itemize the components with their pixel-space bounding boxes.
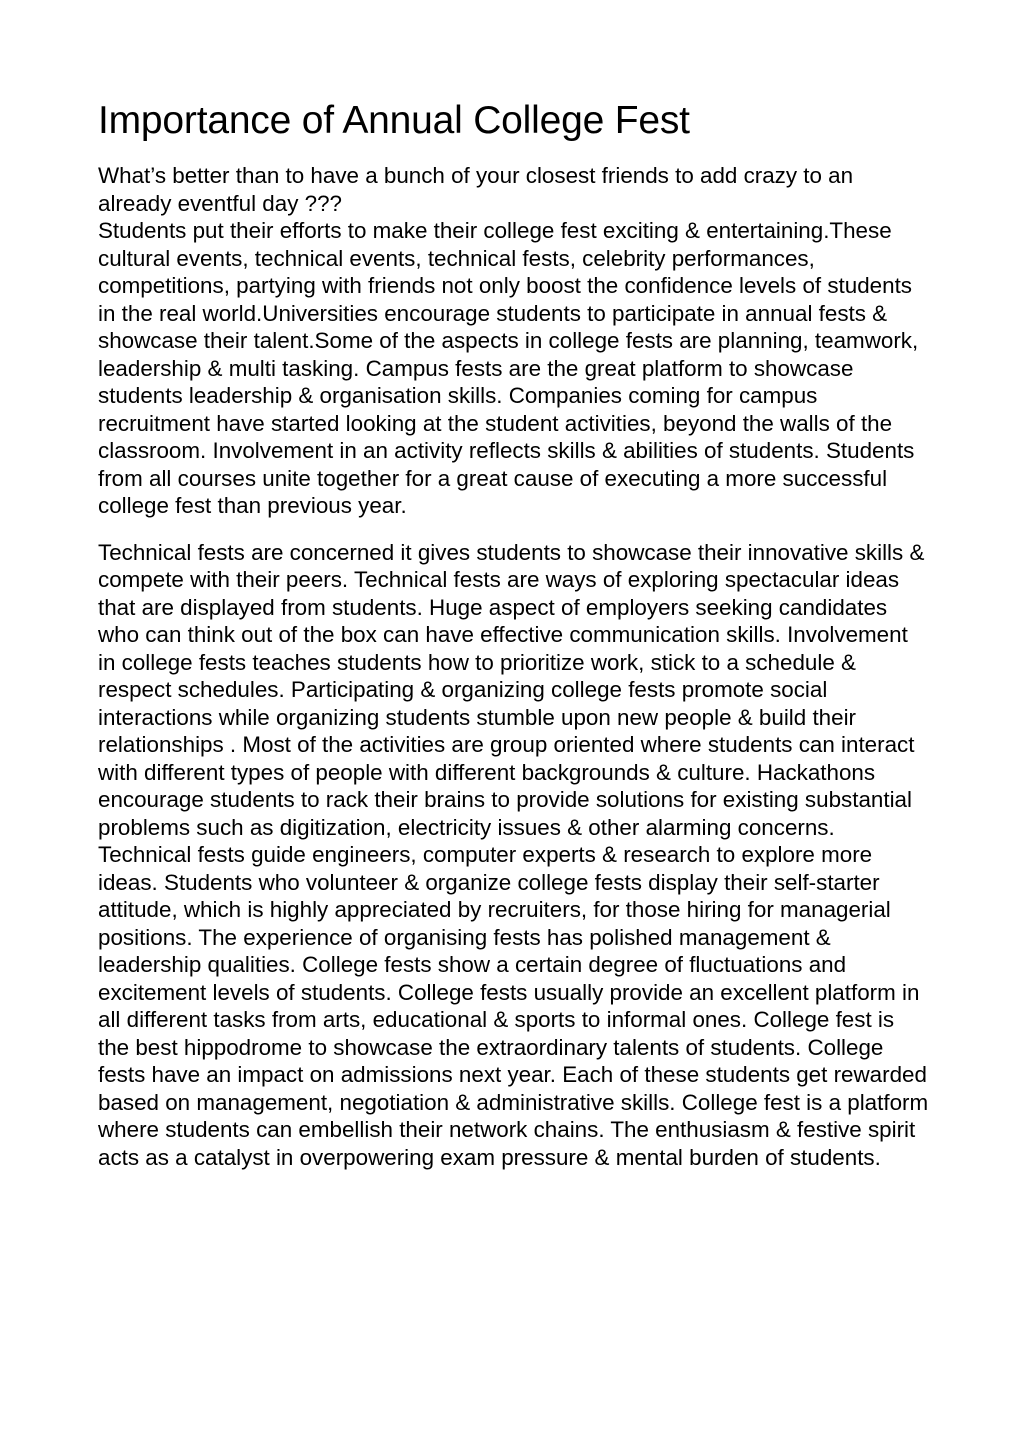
paragraph-intro: What’s better than to have a bunch of your closest friends to add crazy to an already eventful day ??? Students put their efforts to make their college fest exciting & entertaining.These cultural events, technical events, technical fests, celebrity performances, competitions, partying with friends not only boost the confidence levels of students in the real world.Universities encourage students to participate in annual fests & showcase their talent.Some of the aspects in college fests are planning, teamwork, leadership & multi tasking. Campus fests are the great platform to showcase students leadership & organisation skills. Companies coming for campus recruitment have started looking at the student activities, beyond the walls of the classroom. Involvement in an activity reflects skills & abilities of students. Students from all courses unite together for a great cause of executing a more successful college fest than previous year. — [98, 163, 919, 518]
document-page — [98, 96, 930, 1171]
paragraph-technical-fests: Technical fests are concerned it gives students to showcase their innovative skills & compete with their peers. Technical fests are ways of exploring spectacular ideas that are displayed from students. Huge aspect of employers seeking candidates who can think out of the box can have effective communication skills. Involvement in college fests teaches students how to prioritize work, stick to a schedule & respect schedules. Participating & organizing college fests promote social interactions while organizing students stumble upon new people & build their relationships . Most of the activities are group oriented where students can interact with different types of people with different backgrounds & culture. Hackathons encourage students to rack their brains to provide solutions for existing substantial problems such as digitization, electricity issues & other alarming concerns. Technical fests guide engineers, computer experts & research to explore more ideas. Students who volunteer & organize college fests display their self-starter attitude, which is highly appreciated by recruiters, for those hiring for managerial positions. The experience of organising fests has polished management & leadership qualities. College fests show a certain degree of fluctuations and excitement levels of students. College fests usually provide an excellent platform in all different tasks from arts, educational & sports to informal ones. College fest is the best hippodrome to showcase the extraordinary talents of students. College fests have an impact on admissions next year. Each of these students get rewarded based on management, negotiation & administrative skills. College fest is a platform where students can embellish their network chains. The enthusiasm & festive spirit acts as a catalyst in overpowering exam pressure & mental burden of students. — [98, 539, 929, 1170]
document-title: Importance of Annual College Fest — [98, 99, 690, 142]
